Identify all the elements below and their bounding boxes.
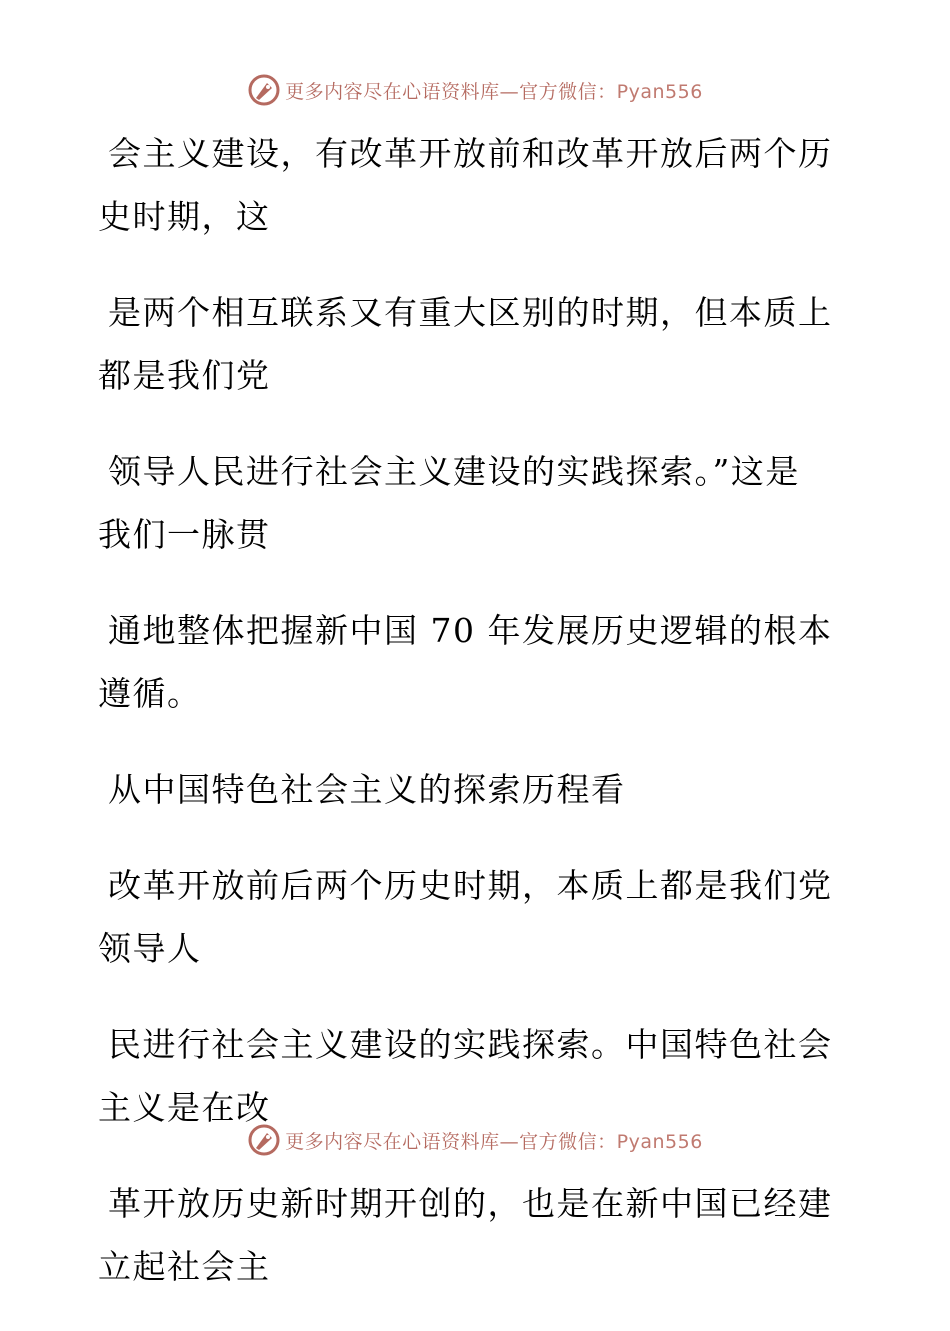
text-line: 改革开放前后两个历史时期，本质上都是我们党	[108, 866, 833, 905]
text-line: 我们一脉贯	[98, 515, 271, 554]
text-line: 主义是在改	[98, 1088, 271, 1127]
paragraph	[98, 281, 838, 407]
text-line: 立起社会主	[98, 1247, 271, 1286]
pen-nib-logo-icon	[247, 73, 281, 107]
watermark-wechat-id: Pyan556	[616, 80, 703, 103]
text-line: 史时期，这	[98, 197, 271, 236]
text-line: 从中国特色社会主义的探索历程看	[108, 770, 626, 809]
paragraph	[98, 122, 838, 248]
text-line: 通地整体把握新中国 70 年发展历史逻辑的根本	[108, 611, 833, 650]
text-line: 领导人民进行社会主义建设的实践探索。”这是	[108, 452, 800, 491]
paragraph	[98, 758, 838, 821]
text-line: 民进行社会主义建设的实践探索。中国特色社会	[108, 1025, 833, 1064]
text-line: 都是我们党	[98, 356, 271, 395]
paragraph	[98, 854, 838, 980]
header-watermark	[0, 70, 950, 110]
footer-watermark	[0, 1120, 950, 1160]
text-line: 是两个相互联系又有重大区别的时期，但本质上	[108, 293, 833, 332]
paragraph	[98, 599, 838, 725]
watermark-wechat-id: Pyan556	[616, 1130, 703, 1153]
paragraph	[98, 440, 838, 566]
text-line: 会主义建设，有改革开放前和改革开放后两个历	[108, 134, 833, 173]
watermark-text: 更多内容尽在心语资料库—官方微信：	[285, 1130, 617, 1153]
text-line: 革开放历史新时期开创的，也是在新中国已经建	[108, 1184, 833, 1223]
pen-nib-logo-icon	[247, 1123, 281, 1157]
text-line: 领导人	[98, 929, 202, 968]
watermark-text: 更多内容尽在心语资料库—官方微信：	[285, 80, 617, 103]
paragraph	[98, 1172, 838, 1298]
text-line: 遵循。	[98, 674, 202, 713]
